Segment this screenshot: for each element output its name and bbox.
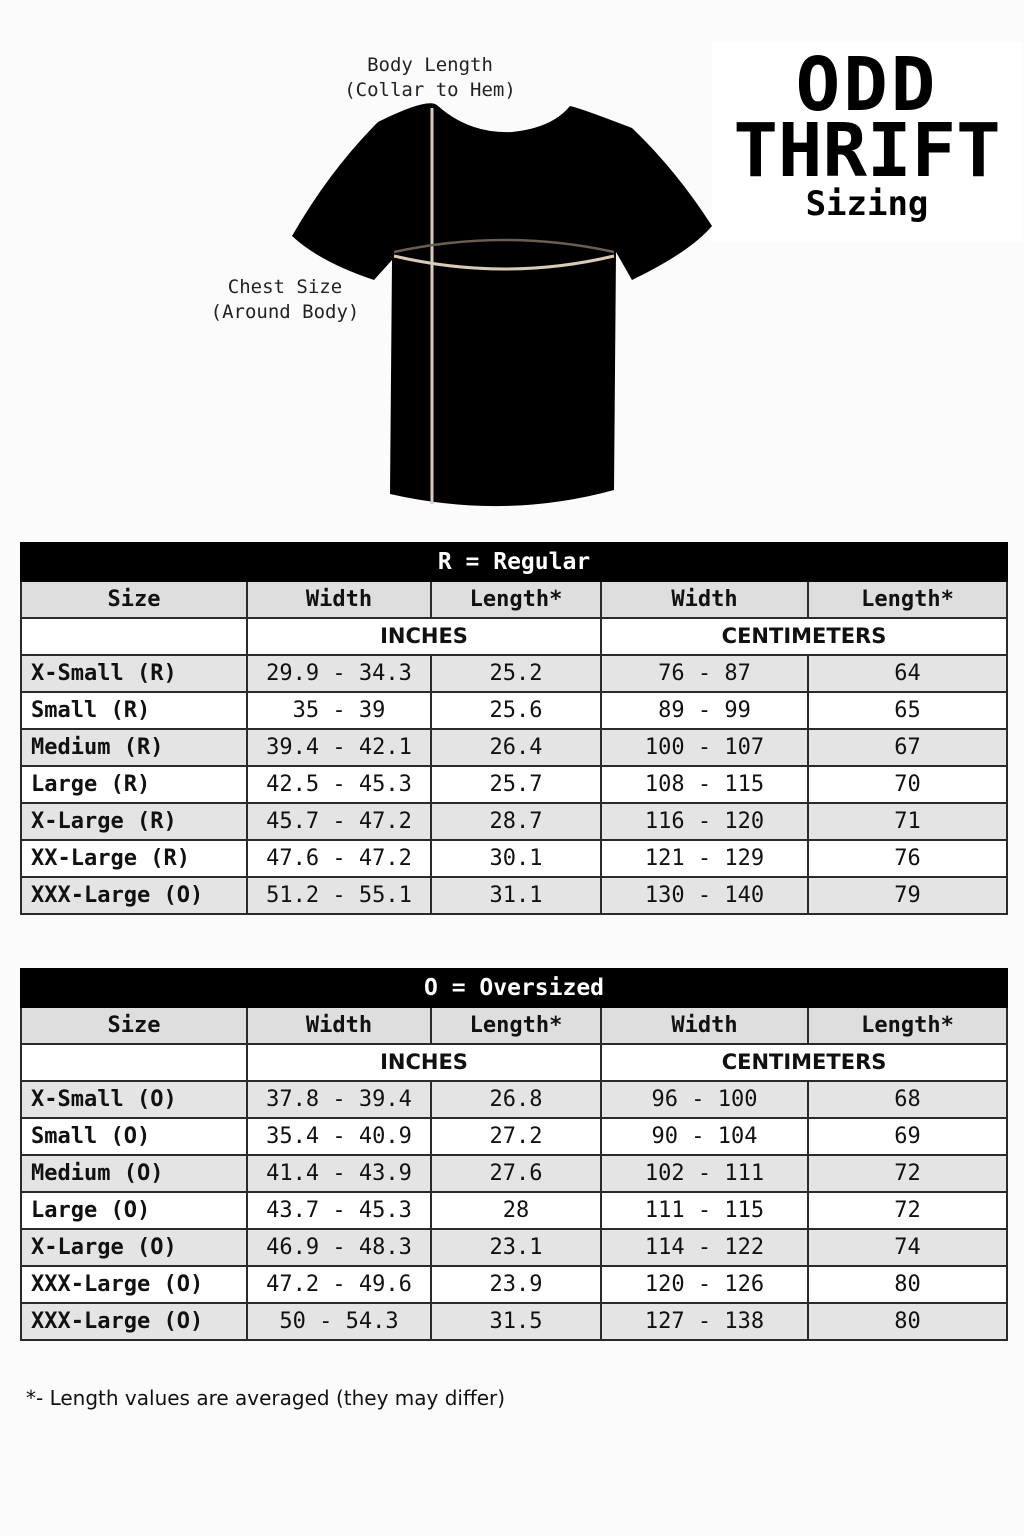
length-cm-cell: 72: [808, 1155, 1007, 1192]
chest-size-subtitle: (Around Body): [210, 301, 360, 323]
length-inches-cell: 23.1: [431, 1229, 601, 1266]
brand-line-odd: ODD: [795, 42, 939, 128]
unit-blank: [21, 1044, 247, 1081]
width-inches-cell: 41.4 - 43.9: [247, 1155, 431, 1192]
length-inches-cell: 27.2: [431, 1118, 601, 1155]
length-cm-cell: 79: [808, 877, 1007, 914]
length-cm-cell: 72: [808, 1192, 1007, 1229]
width-cm-cell: 130 - 140: [601, 877, 808, 914]
col-header-size: Size: [21, 581, 247, 618]
size-cell: Medium (R): [21, 729, 247, 766]
width-cm-cell: 76 - 87: [601, 655, 808, 692]
unit-centimeters: CENTIMETERS: [601, 1044, 1007, 1081]
size-cell: X-Small (R): [21, 655, 247, 692]
table-row: [21, 692, 1007, 729]
width-cm-cell: 89 - 99: [601, 692, 808, 729]
size-cell: XXX-Large (O): [21, 1266, 247, 1303]
table-row: [21, 1266, 1007, 1303]
brand-logo: [712, 42, 1022, 242]
col-header-width-cm: Width: [601, 581, 808, 618]
length-inches-cell: 26.4: [431, 729, 601, 766]
size-cell: Small (R): [21, 692, 247, 729]
width-inches-cell: 39.4 - 42.1: [247, 729, 431, 766]
length-cm-cell: 68: [808, 1081, 1007, 1118]
width-cm-cell: 96 - 100: [601, 1081, 808, 1118]
width-cm-cell: 102 - 111: [601, 1155, 808, 1192]
width-inches-cell: 45.7 - 47.2: [247, 803, 431, 840]
size-cell: X-Small (O): [21, 1081, 247, 1118]
length-inches-cell: 28: [431, 1192, 601, 1229]
length-inches-cell: 25.6: [431, 692, 601, 729]
table-row: [21, 1081, 1007, 1118]
width-inches-cell: 47.2 - 49.6: [247, 1266, 431, 1303]
footnote: *- Length values are averaged (they may differ): [26, 1386, 506, 1410]
width-inches-cell: 35.4 - 40.9: [247, 1118, 431, 1155]
table-row: [21, 1303, 1007, 1340]
length-cm-cell: 65: [808, 692, 1007, 729]
col-header-length-in: Length*: [431, 581, 601, 618]
brand-line-thrift: THRIFT: [733, 108, 1001, 194]
table-row: [21, 1229, 1007, 1266]
length-inches-cell: 31.5: [431, 1303, 601, 1340]
width-inches-cell: 46.9 - 48.3: [247, 1229, 431, 1266]
width-cm-cell: 121 - 129: [601, 840, 808, 877]
unit-centimeters: CENTIMETERS: [601, 618, 1007, 655]
length-inches-cell: 23.9: [431, 1266, 601, 1303]
size-cell: Large (R): [21, 766, 247, 803]
length-cm-cell: 70: [808, 766, 1007, 803]
table-title: R = Regular: [21, 543, 1007, 581]
table-row: [21, 1155, 1007, 1192]
length-cm-cell: 71: [808, 803, 1007, 840]
unit-inches: INCHES: [247, 618, 601, 655]
table-row: [21, 1118, 1007, 1155]
col-header-length-cm: Length*: [808, 581, 1007, 618]
length-inches-cell: 26.8: [431, 1081, 601, 1118]
width-cm-cell: 127 - 138: [601, 1303, 808, 1340]
size-cell: Large (O): [21, 1192, 247, 1229]
width-inches-cell: 35 - 39: [247, 692, 431, 729]
size-cell: X-Large (O): [21, 1229, 247, 1266]
body-length-label: [310, 53, 550, 103]
size-cell: XX-Large (R): [21, 840, 247, 877]
brand-subtitle: Sizing: [805, 184, 929, 224]
width-inches-cell: 51.2 - 55.1: [247, 877, 431, 914]
unit-row: [21, 1044, 1007, 1081]
width-cm-cell: 111 - 115: [601, 1192, 808, 1229]
width-cm-cell: 120 - 126: [601, 1266, 808, 1303]
table-row: [21, 877, 1007, 914]
size-cell: Medium (O): [21, 1155, 247, 1192]
table-row: [21, 803, 1007, 840]
body-length-subtitle: (Collar to Hem): [344, 79, 516, 101]
width-cm-cell: 114 - 122: [601, 1229, 808, 1266]
col-header-width-in: Width: [247, 1007, 431, 1044]
width-cm-cell: 90 - 104: [601, 1118, 808, 1155]
size-cell: Small (O): [21, 1118, 247, 1155]
length-inches-cell: 25.7: [431, 766, 601, 803]
length-cm-cell: 76: [808, 840, 1007, 877]
unit-row: [21, 618, 1007, 655]
table-row: [21, 1192, 1007, 1229]
width-inches-cell: 47.6 - 47.2: [247, 840, 431, 877]
width-inches-cell: 42.5 - 45.3: [247, 766, 431, 803]
col-header-length-cm: Length*: [808, 1007, 1007, 1044]
length-inches-cell: 25.2: [431, 655, 601, 692]
length-inches-cell: 28.7: [431, 803, 601, 840]
table-title: O = Oversized: [21, 969, 1007, 1007]
size-cell: XXX-Large (O): [21, 1303, 247, 1340]
chest-size-title: Chest Size: [227, 276, 343, 298]
table-row: [21, 840, 1007, 877]
width-inches-cell: 43.7 - 45.3: [247, 1192, 431, 1229]
length-inches-cell: 31.1: [431, 877, 601, 914]
body-length-title: Body Length: [367, 54, 493, 76]
length-cm-cell: 74: [808, 1229, 1007, 1266]
table-row: [21, 766, 1007, 803]
column-headers: [21, 581, 1007, 618]
width-cm-cell: 116 - 120: [601, 803, 808, 840]
col-header-width-in: Width: [247, 581, 431, 618]
col-header-width-cm: Width: [601, 1007, 808, 1044]
regular-size-table: [20, 542, 1006, 915]
length-cm-cell: 64: [808, 655, 1007, 692]
table-row: [21, 655, 1007, 692]
width-inches-cell: 37.8 - 39.4: [247, 1081, 431, 1118]
col-header-length-in: Length*: [431, 1007, 601, 1044]
length-cm-cell: 67: [808, 729, 1007, 766]
chest-size-label: [190, 275, 380, 325]
size-cell: X-Large (R): [21, 803, 247, 840]
unit-inches: INCHES: [247, 1044, 601, 1081]
width-inches-cell: 50 - 54.3: [247, 1303, 431, 1340]
table-row: [21, 729, 1007, 766]
length-cm-cell: 80: [808, 1266, 1007, 1303]
column-headers: [21, 1007, 1007, 1044]
col-header-size: Size: [21, 1007, 247, 1044]
width-cm-cell: 108 - 115: [601, 766, 808, 803]
width-inches-cell: 29.9 - 34.3: [247, 655, 431, 692]
size-cell: XXX-Large (O): [21, 877, 247, 914]
length-inches-cell: 27.6: [431, 1155, 601, 1192]
length-cm-cell: 69: [808, 1118, 1007, 1155]
oversized-size-table: [20, 968, 1006, 1341]
length-cm-cell: 80: [808, 1303, 1007, 1340]
unit-blank: [21, 618, 247, 655]
width-cm-cell: 100 - 107: [601, 729, 808, 766]
length-inches-cell: 30.1: [431, 840, 601, 877]
